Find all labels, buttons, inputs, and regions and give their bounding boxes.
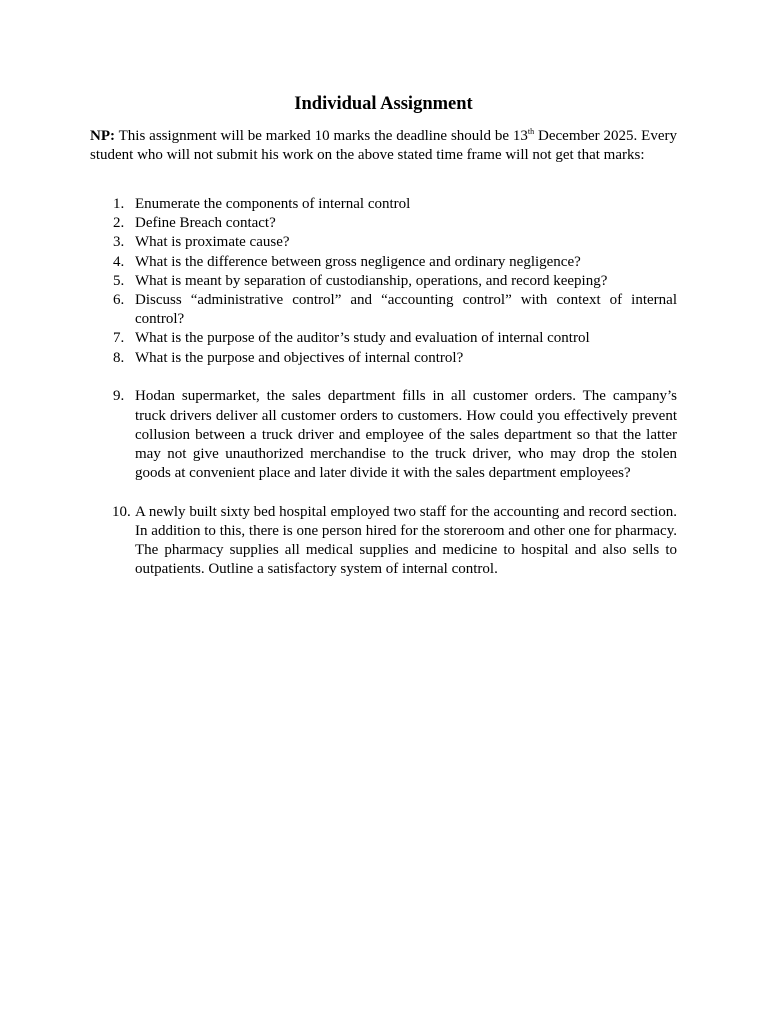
question-text: What is the purpose and objectives of internal control? [135,349,464,366]
question-text: What is the purpose of the auditor’s study and evaluation of internal control [135,330,590,347]
question-item-5 [90,272,677,291]
question-item-1 [90,195,677,214]
question-number: 3. [113,234,125,251]
question-number: 6. [113,292,125,309]
question-item-7 [90,329,677,348]
question-text: What is meant by separation of custodianship, operations, and record keeping? [135,272,608,289]
question-item-6 [90,291,677,329]
question-number: 2. [113,215,125,232]
question-number: 5. [113,272,125,289]
question-text: Discuss “administrative control” and “accounting control” with context of internal control? [135,292,677,328]
question-item-2 [90,214,677,233]
question-number: 9. [113,388,125,405]
question-text: Define Breach contact? [135,215,276,232]
question-text: What is the difference between gross negligence and ordinary negligence? [135,253,581,270]
document-title: Individual Assignment [294,94,473,114]
question-item-3 [90,233,677,252]
question-text: What is proximate cause? [135,234,290,251]
note-label: NP: [90,128,115,144]
question-number: 4. [113,253,125,270]
question-text: A newly built sixty bed hospital employed two staff for the accounting and record section. In addition to this, there is one person hired for the storeroom and other one for pharmacy. The pharmacy supplies all medical supplies and medicine to hospital and also sells to outpatients. Outline a satisfactory system of internal control. [135,503,677,578]
question-number: 1. [113,196,125,212]
question-text: Hodan supermarket, the sales department fills in all customer orders. The campany’s truck drivers deliver all customer orders to customers. How could you effectively prevent collusion between a truck driver and employee of the sales department so that the latter may not give unauthorized merchandise to the truck driver, who may drop the stolen goods at convenient place and later divide it with the sales department employees? [135,388,677,482]
note-date-suffix: th [527,127,535,136]
question-item-8 [90,349,677,368]
question-text: Enumerate the components of internal control [135,196,411,212]
question-number: 10. [112,503,131,520]
question-number: 7. [113,330,125,347]
question-item-9 [90,387,677,483]
question-item-10 [90,503,677,580]
assignment-note [90,127,677,165]
question-list [90,195,677,580]
note-text-start: This assignment will be marked 10 marks the deadline should be 13 [115,128,528,144]
question-number: 8. [113,349,125,366]
note-text-end: December 2025. Every student who will not submit his work on the above stated time frame will not get that marks: [90,128,677,164]
question-item-4 [90,253,677,272]
